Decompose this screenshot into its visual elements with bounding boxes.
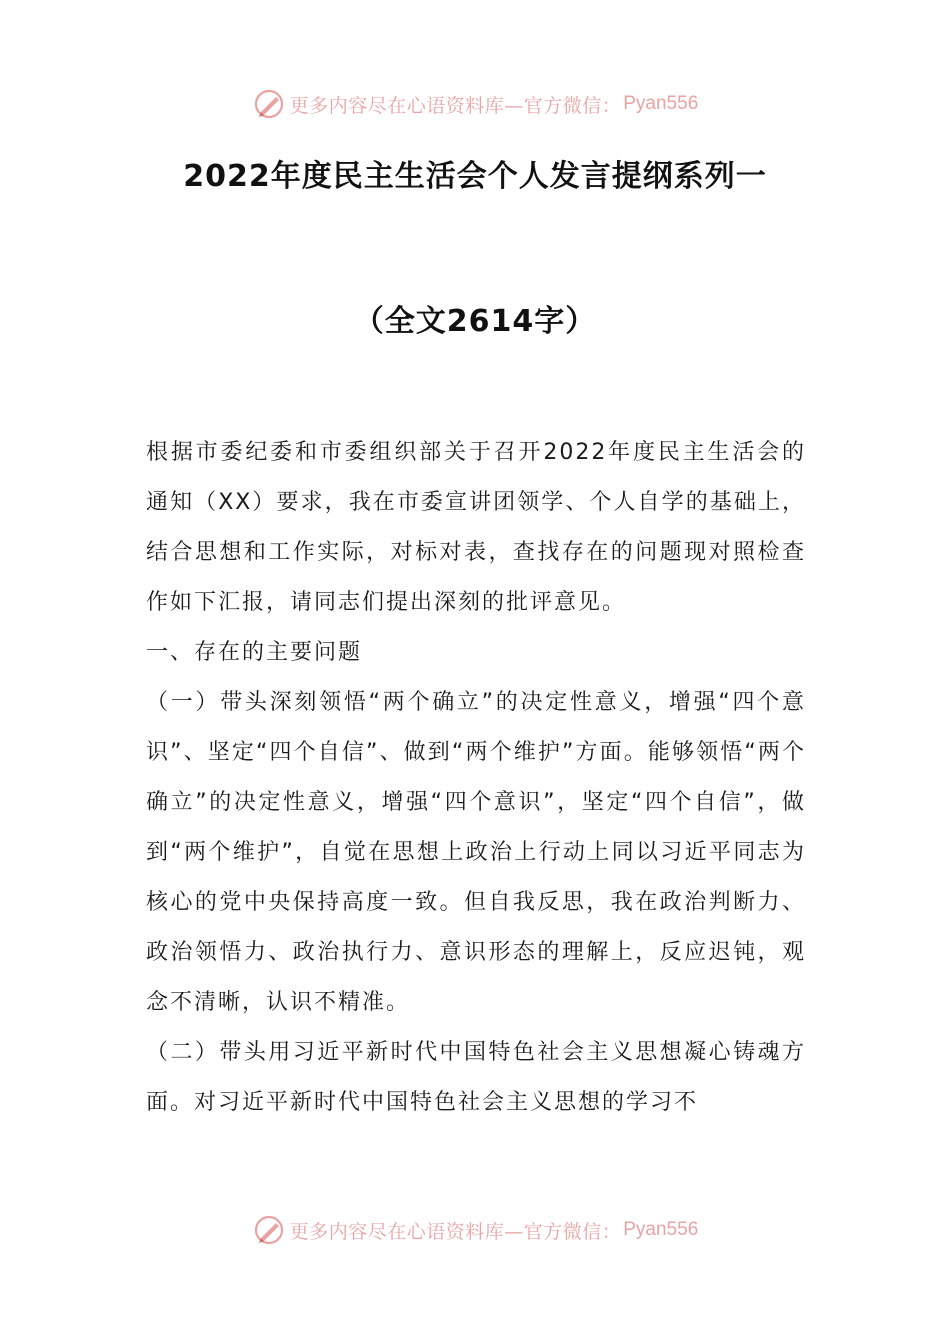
paragraph-item-1: （一）带头深刻领悟“两个确立”的决定性意义，增强“四个意识”、坚定“四个自信”、做到“两个维护”方面。能够领悟“两个确立”的决定性意义，增强“四个意识”，坚定“四个自信”，做到“两个维护”，自觉在思想上政治上行动上同以习近平同志为核心的党中央保持高度一致。但自我反思，我在政治判断力、政治领悟力、政治执行力、意识形态的理解上，反应迟钝，观念不清晰，认识不精准。 <box>146 690 806 1015</box>
pen-circle-icon <box>252 1213 286 1247</box>
watermark-wechat-id: Pyan556 <box>623 93 699 114</box>
header-watermark <box>0 84 950 124</box>
document-body <box>146 428 806 1128</box>
paragraph-item-2: （二）带头用习近平新时代中国特色社会主义思想凝心铸魂方面。对习近平新时代中国特色社会主义思想的学习不 <box>146 1040 806 1115</box>
paragraph-intro: 根据市委纪委和市委组织部关于召开2022年度民主生活会的通知（XX）要求，我在市委宣讲团领学、个人自学的基础上，结合思想和工作实际，对标对表，查找存在的问题现对照检查作如下汇报，请同志们提出深刻的批评意见。 <box>146 440 806 615</box>
document-title: 2022年度民主生活会个人发言提纲系列一 <box>183 159 767 194</box>
watermark-text: 更多内容尽在心语资料库—官方微信： <box>289 94 622 117</box>
section-heading: 一、存在的主要问题 <box>146 640 363 665</box>
document-subtitle: （全文2614字） <box>353 304 597 339</box>
pen-circle-icon <box>252 87 286 121</box>
footer-watermark <box>0 1210 950 1250</box>
watermark-wechat-id: Pyan556 <box>623 1219 699 1240</box>
watermark-text: 更多内容尽在心语资料库—官方微信： <box>289 1220 622 1243</box>
